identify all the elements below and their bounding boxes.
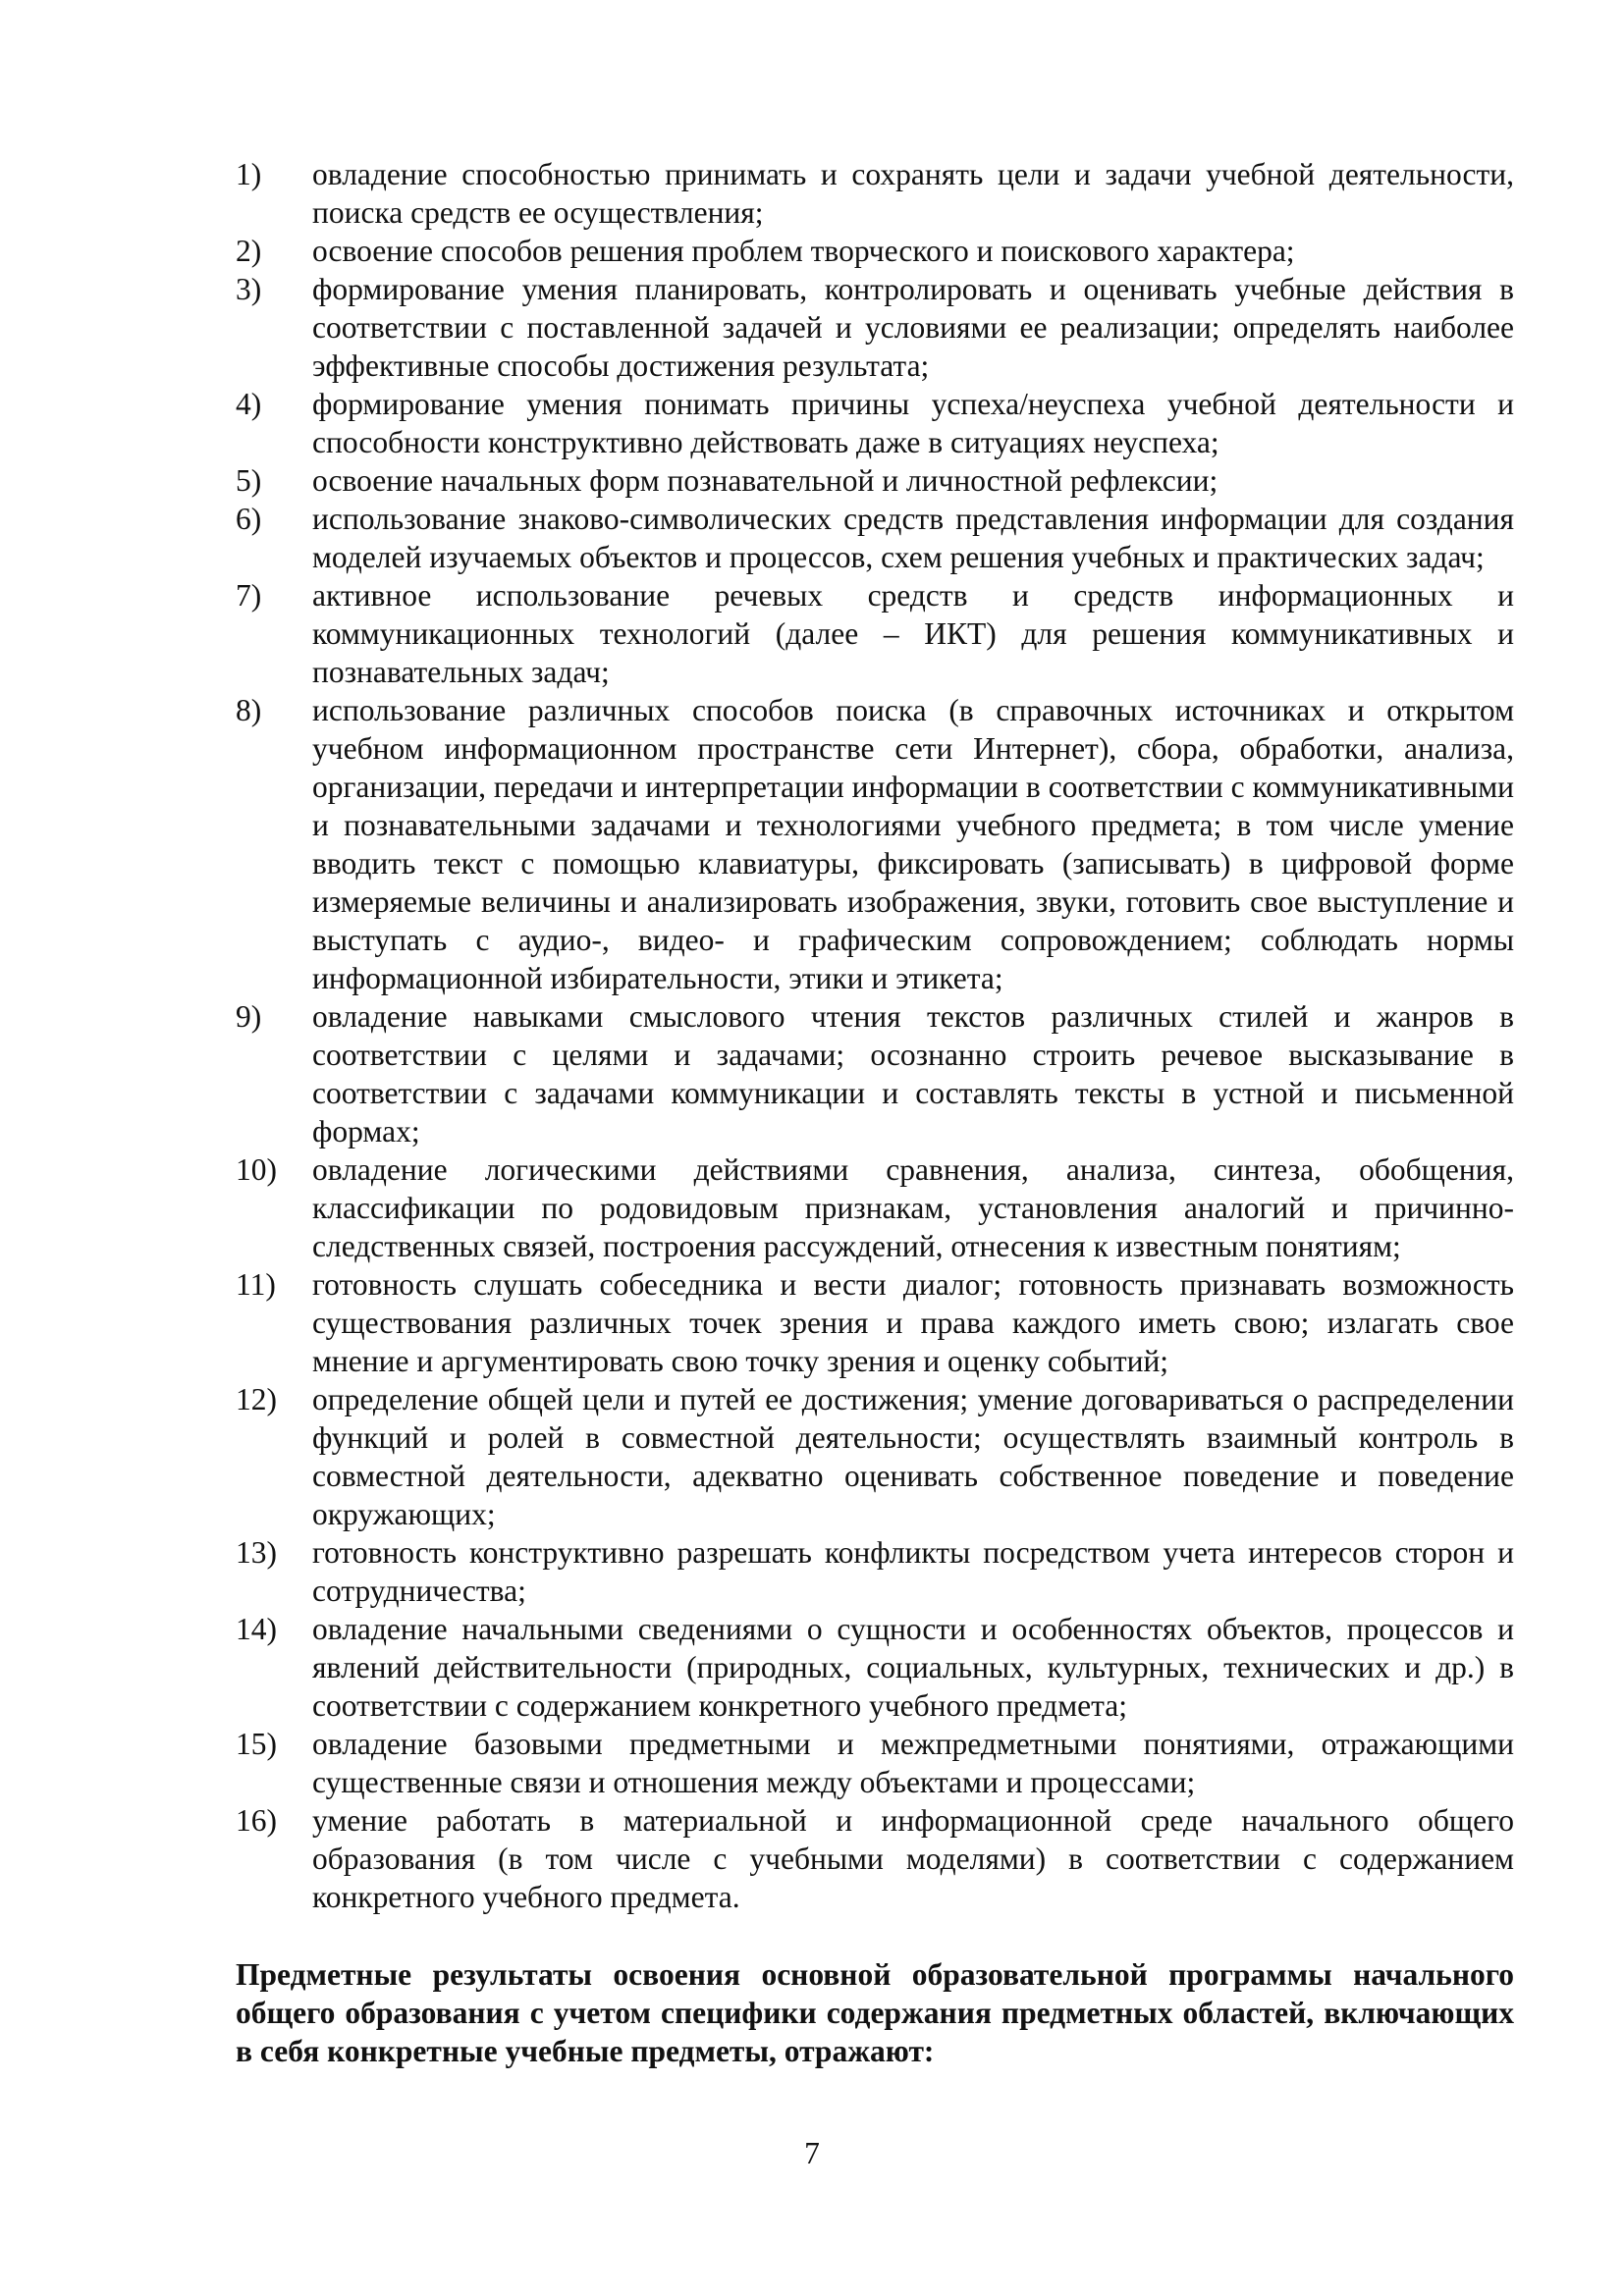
section-heading: Предметные результаты освоения основной образовательной программы начального общего образования с учетом специфики содержания предметных областей, включающих в себя конкретные учебные предметы, отражают:: [236, 1957, 1514, 2068]
list-item: [236, 1725, 1514, 1801]
item-text: активное использование речевых средств и средств информационных и коммуникационных технологий (далее – ИКТ) для решения коммуникативных и познавательных задач;: [312, 578, 1514, 689]
item-text: овладение навыками смыслового чтения текстов различных стилей и жанров в соответствии с целями и задачами; осознанно строить речевое высказывание в соответствии с задачами коммуникации и составлять тексты в устной и письменной формах;: [312, 999, 1514, 1148]
item-number: 12): [236, 1382, 277, 1416]
item-number: 14): [236, 1612, 277, 1646]
item-text: освоение начальных форм познавательной и личностной рефлексии;: [312, 463, 1218, 498]
item-number: 6): [236, 502, 262, 536]
list-item: [236, 270, 1514, 385]
item-number: 2): [236, 234, 262, 268]
document-page: [236, 155, 1514, 2102]
item-text: использование различных способов поиска (в справочных источниках и открытом учебном информационном пространстве сети Интернет), сбора, обработки, анализа, организации, передачи и интерпретации информации в соответствии с коммуникативными и познавательными задачами и технологиями учебного предмета; в том числе умение вводить текст с помощью клавиатуры, фиксировать (записывать) в цифровой форме измеряемые величины и анализировать изображения, звуки, готовить свое выступление и выступать с аудио-, видео- и графическим сопровождением; соблюдать нормы информационной избирательности, этики и этикета;: [312, 693, 1514, 995]
item-number: 15): [236, 1727, 277, 1761]
item-text: овладение начальными сведениями о сущности и особенностях объектов, процессов и явлений действительности (природных, социальных, культурных, технических и др.) в соответствии с содержанием конкретного учебного предмета;: [312, 1612, 1514, 1723]
item-number: 7): [236, 578, 262, 613]
item-text: готовность конструктивно разрешать конфликты посредством учета интересов сторон и сотрудничества;: [312, 1535, 1514, 1608]
item-number: 13): [236, 1535, 277, 1570]
list-item: [236, 1801, 1514, 1916]
item-number: 16): [236, 1803, 277, 1838]
list-item: [236, 1610, 1514, 1725]
item-number: 9): [236, 999, 262, 1034]
item-text: формирование умения планировать, контролировать и оценивать учебные действия в соответствии с поставленной задачей и условиями ее реализации; определять наиболее эффективные способы достижения результата;: [312, 272, 1514, 383]
item-number: 4): [236, 387, 262, 421]
list-item: [236, 1150, 1514, 1265]
item-text: умение работать в материальной и информационной среде начального общего образования (в том числе с учебными моделями) в соответствии с содержанием конкретного учебного предмета.: [312, 1803, 1514, 1914]
list-item: [236, 997, 1514, 1150]
item-number: 10): [236, 1152, 277, 1187]
list-item: [236, 461, 1514, 500]
list-item: [236, 500, 1514, 576]
item-number: 8): [236, 693, 262, 727]
list-item: [236, 232, 1514, 270]
list-item: [236, 155, 1514, 232]
item-text: формирование умения понимать причины успеха/неуспеха учебной деятельности и способности конструктивно действовать даже в ситуациях неуспеха;: [312, 387, 1514, 459]
item-number: 3): [236, 272, 262, 306]
item-text: освоение способов решения проблем творческого и поискового характера;: [312, 234, 1295, 268]
list-item: [236, 1380, 1514, 1533]
item-text: готовность слушать собеседника и вести диалог; готовность признавать возможность существования различных точек зрения и права каждого иметь свою; излагать свое мнение и аргументировать свою точку зрения и оценку событий;: [312, 1267, 1514, 1378]
item-text: использование знаково-символических средств представления информации для создания моделей изучаемых объектов и процессов, схем решения учебных и практических задач;: [312, 502, 1514, 574]
item-number: 1): [236, 157, 262, 191]
item-number: 5): [236, 463, 262, 498]
item-text: овладение способностью принимать и сохранять цели и задачи учебной деятельности, поиска средств ее осуществления;: [312, 157, 1514, 230]
list-item: [236, 1533, 1514, 1610]
list-item: [236, 385, 1514, 461]
list-item: [236, 1265, 1514, 1380]
list-item: [236, 576, 1514, 691]
item-text: определение общей цели и путей ее достижения; умение договариваться о распределении функций и ролей в совместной деятельности; осуществлять взаимный контроль в совместной деятельности, адекватно оценивать собственное поведение и поведение окружающих;: [312, 1382, 1514, 1531]
item-text: овладение логическими действиями сравнения, анализа, синтеза, обобщения, классификации по родовидовым признакам, установления аналогий и причинно-следственных связей, построения рассуждений, отнесения к известным понятиям;: [312, 1152, 1514, 1263]
list-item: [236, 691, 1514, 997]
page-number: 7: [804, 2136, 820, 2170]
results-list: [236, 155, 1514, 1916]
item-number: 11): [236, 1267, 276, 1302]
item-text: овладение базовыми предметными и межпредметными понятиями, отражающими существенные связи и отношения между объектами и процессами;: [312, 1727, 1514, 1799]
